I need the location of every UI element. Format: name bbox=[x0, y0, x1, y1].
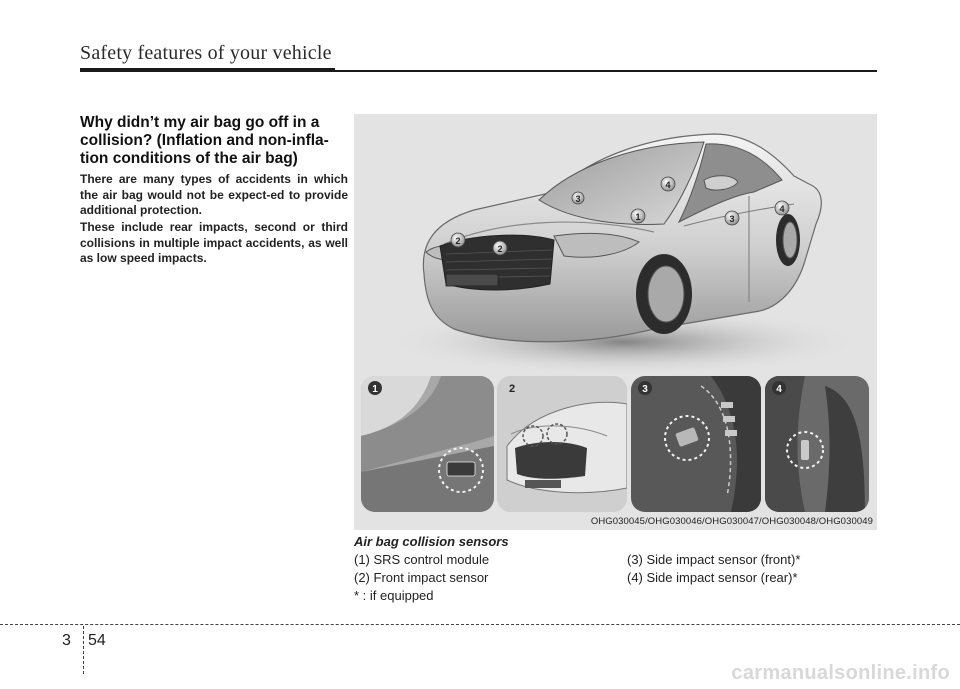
header-rule-thin bbox=[335, 70, 877, 72]
marker-2b-text: 2 bbox=[497, 244, 503, 254]
marker-2a bbox=[451, 233, 465, 247]
caption-item-3: (3) Side impact sensor (front)* bbox=[627, 552, 801, 567]
caption-item-1: (1) SRS control module bbox=[354, 552, 490, 567]
marker-4b bbox=[775, 201, 789, 215]
detail-panel-srs-module bbox=[361, 376, 494, 512]
page-number: 54 bbox=[88, 632, 106, 649]
marker-2a-text: 2 bbox=[455, 236, 461, 246]
caption-footnote: * : if equipped bbox=[354, 588, 434, 603]
marker-3b-text: 3 bbox=[729, 214, 735, 224]
marker-3a bbox=[572, 192, 584, 204]
marker-1-text: 1 bbox=[635, 212, 641, 222]
marker-4a bbox=[661, 177, 675, 191]
marker-3a-text: 3 bbox=[575, 194, 581, 204]
caption-item-2: (2) Front impact sensor bbox=[354, 570, 489, 585]
panel-number-1: 1 bbox=[372, 384, 378, 395]
detail-panel-front-sensor bbox=[497, 376, 627, 512]
section-heading: Why didn’t my air bag go off in a collision? (Inflation and non-infla-tion conditions of the air bag) bbox=[80, 114, 329, 167]
detail-panel-side-sensor-front bbox=[631, 376, 761, 512]
page-header-title: Safety features of your vehicle bbox=[80, 42, 332, 64]
panel-number-3: 3 bbox=[642, 384, 648, 395]
sensor-figure bbox=[354, 114, 877, 530]
footer-dashed-rule bbox=[0, 624, 960, 625]
header-rule-thick bbox=[80, 68, 335, 72]
section-number: 3 bbox=[62, 632, 71, 649]
watermark: carmanualsonline.info bbox=[731, 662, 950, 684]
marker-1 bbox=[631, 209, 645, 223]
caption-title: Air bag collision sensors bbox=[354, 534, 509, 549]
caption-item-4: (4) Side impact sensor (rear)* bbox=[627, 570, 798, 585]
paragraph-2: These include rear impacts, second or third collisions in multiple impact accidents, as well as low speed impacts. bbox=[80, 220, 348, 266]
marker-4a-text: 4 bbox=[665, 180, 671, 190]
car-illustration bbox=[354, 114, 877, 374]
marker-2b bbox=[493, 241, 507, 255]
panel-number-2: 2 bbox=[509, 383, 516, 395]
marker-3b bbox=[725, 211, 739, 225]
footer-dashed-divider bbox=[83, 626, 84, 674]
detail-panel-side-sensor-rear bbox=[765, 376, 869, 512]
marker-4b-text: 4 bbox=[779, 204, 785, 214]
image-code: OHG030045/OHG030046/OHG030047/OHG030048/OHG030049 bbox=[590, 516, 873, 527]
panel-number-4: 4 bbox=[776, 384, 782, 395]
paragraph-1: There are many types of accidents in which the air bag would not be expect-ed to provide additional protection. bbox=[80, 172, 348, 218]
